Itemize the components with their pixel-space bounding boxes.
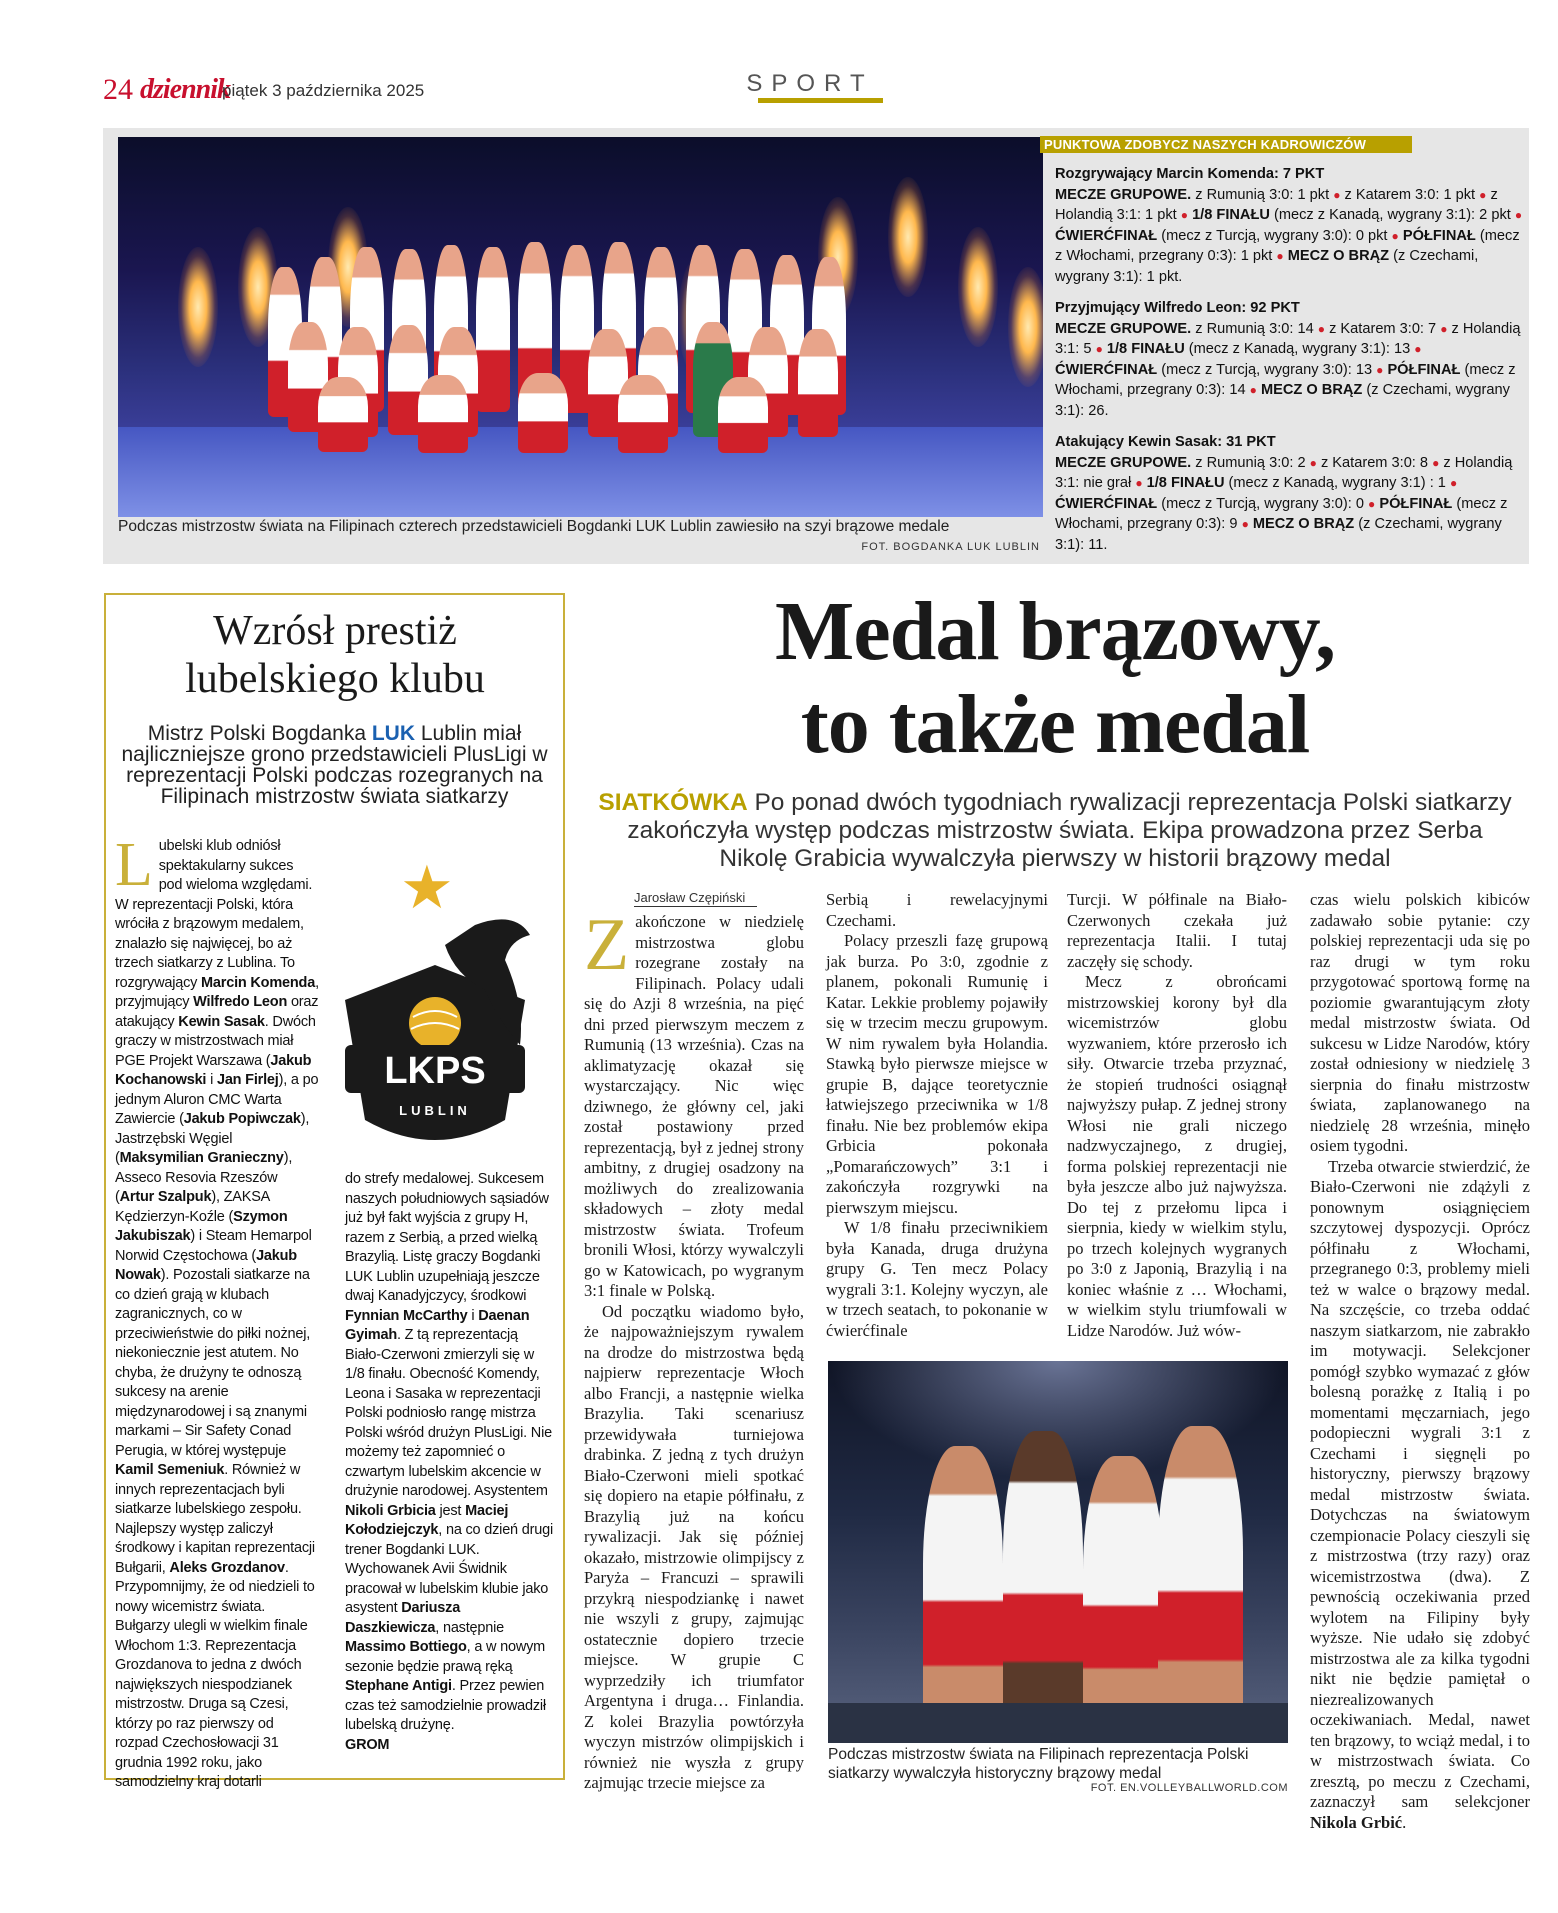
photo-caption-2: Podczas mistrzostw świata na Filipinach reprezentacja Polski siatkarzy wywalczyła historyczny brązowy medal xyxy=(828,1746,1249,1782)
sidebar-column-1: Lubelski klub odniósł spektakularny sukces pod wieloma względami. W reprezentacji Polski, która wróciła z brązowym medalem, znalazło się najwięcej, bo aż trzech siatkarzy z Lublina. To rozgrywający Marcin Komenda, przyjmujący Wilfredo Leon oraz atakujący Kewin Sasak. Dwóch graczy w mistrzostwach miał PGE Projekt Warszawa (Jakub Kochanowski i Jan Firlej), a po jednym Aluron CMC Warta Zawiercie (Jakub Popiwczak), Jastrzębski Węgiel (Maksymilian Granieczny), Asseco Resovia Rzeszów (Artur Szalpuk), ZAKSA Kędzierzyn-Koźle (Szymon Jakubiszak) i Steam Hemarpol Norwid Częstochowa (Jakub Nowak). Pozostali siatkarze na co dzień grają w klubach zagranicznych, co w przeciwieństwie do piłki nożnej, niekoniecznie jest atutem. No chyba, że drużyny te odnoszą sukcesy na arenie międzynarodowej i są znanymi markami – Sir Safety Conad Perugia, w której występuje Kamil Semeniuk. Również w innych reprezentacjach byli siatkarze lubelskiego zespołu. Najlepszy występ zaliczył środkowy i kapitan reprezentacji Bułgarii, Aleks Grozdanov. Przypomnijmy, że od niedzieli to nowy wicemistrz świata. Bułgarzy ulegli w wielkim finale Włochom 1:3. Reprezentacja Grozdanova to jedna z dwóch największych niespodzianek mistrzostw. Druga są Czesi, którzy po raz pierwszy od rozpad Czechosłowacji 31 grudnia 1992 roku, jako samodzielny kraj dotarli xyxy=(115,831,319,1790)
sidebar-title: Wzrósł prestiż lubelskiego klubu xyxy=(185,608,485,702)
article-column-1: Zakończone w niedzielę mistrzostwa globu rozegrane zostały na Filipinach. Polacy udali się do Azji 8 września, na pięć dni przed pierwszym meczem z Rumunią (13 września). Czas na aklimatyzację okazał się wystarczający. Nic więc dziwnego, że główny cel, jaki został postawiony przed reprezentacją, był z jednej strony ambitny, z drugiej osadzony na możliwych do zrealizowania składowych – złoty medal mistrzostw świata. Trofeum bronili Włosi, którzy wywalczyli go w Katowicach, po wygranym 3:1 finale w Polską. Od początku wiadomo było, że najpoważniejszym rywalem na drodze do mistrzostwa będą najpierw reprezentacje Włoch albo Francji, a następnie wielka Brazylia. Taki scenariusz przewidywała turniejowa drabinka. Z jedną z tych drużyn Biało-Czerwoni mieli spotkać się dopiero na etapie półfinału, z Brazylią już na końcu rywalizacji. Jak się później okazało, mistrzowie olimpijscy z Paryża – Francuzi – sprawili przykrą niespodziankę i nawet nie wszyli z grupy, zajmując ostatecznie dopiero trzecie miejsce. W grupie C wyprzedziły ich triumfator Argentyna i druga… Finlandia. Z kolei Brazylia powtórzyła wyczyn mistrzów olimpijskich i również nie wyszła z grupy zajmując trzecie miejsce za xyxy=(584,904,804,1792)
stats-player: Atakujący Kewin Sasak: 31 PKT MECZE GRUPOWE. z Rumunią 3:0: 2 ● z Katarem 3:0: 8 ● z Holandią 3:1: nie grał ● 1/8 FINAŁU (mecz z Kanadą, wygrany 3:1) : 1 ● ĆWIERĆFINAŁ (mecz z Turcją, wygrany 3:0): 0 ● PÓŁFINAŁ (mecz z Włochami, przegrany 0:3): 9 ● MECZ O BRĄZ (z Czechami, wygrany 3:1): 11. xyxy=(1055,434,1513,553)
article-column-4: czas wielu polskich kibiców zadawało sobie pytanie: czy polskiej reprezentacji uda się po raz drugi w tym roku przygotować sportową formę na poziomie gwarantującym złoty medal mistrzostw świata. Od sukcesu w Lidze Narodów, który został odniesiony w niedzielę 3 sierpnia do finału mistrzostw świata, zaplanowanego na niedzielę 28 września, minęło osiem tygodni. Trzeba otwarcie stwierdzić, że Biało-Czerwoni nie zdążyli z ponownym osiągnięciem szczytowej dyspozycji. Oprócz półfinału z Włochami, przegranego 0:3, problemy mieli też w walce o brązowy medal. Na szczęście, co trzeba oddać naszym siatkarzom, nie zabrakło im motywacji. Selekcjoner pomógł szybko wymazać z głów bolesną porażkę z Italią i po momentami męczarniach, jego podopieczni wygrali 3:1 z Czechami i sięgnęli po historyczny, pierwszy brązowy medal mistrzostw świata. Dotychczas na światowym czempionacie Polacy cieszyli się z mistrzostwa (trzy razy) oraz wicemistrzostwa (dwa). Z pewnością oczekiwania przed wylotem na Filipiny były wyższe. Nie udało się zdobyć mistrzostwa ale za kilka tygodni nikt nie będzie pamiętał o niezrealizowanych oczekiwaniach. Medal, nawet ten brązowy, to wciąż medal, i to w mistrzostwach świata. Co zresztą, po meczu z Czechami, zaznaczył sam selekcjoner Nikola Grbić. xyxy=(1310,890,1530,1832)
medalists-photo xyxy=(828,1361,1288,1743)
article-column-2: Serbią i rewelacyjnymi Czechami. Polacy przeszli fazę grupową jak burza. Po 3:0, zgodnie z planem, pokonali Rumunię i Katar. Lekkie problemy pojawiły się w trzecim meczu grupowym. W nim rywalem była Holandia. Stawką było pierwsze miejsce w grupie B, dające teoretycznie łatwiejszego przeciwnika w 1/8 finału. Nie bez problemów ekipa Grbicia pokonała „Pomarańczowych” 3:1 i zakończyła rozgrywki na pierwszym miejscu. W 1/8 finału przeciwnikiem była Kanada, druga drużyna grupy G. Ten mecz Polacy wygrali 3:1. Kolejny wyczyn, ale w trzech seatach, to pokonanie w ćwierćfinale xyxy=(826,890,1048,1340)
star-icon: ★ xyxy=(400,853,454,923)
logo-subtext: LUBLIN xyxy=(399,1103,471,1118)
stats-player: Przyjmujący Wilfredo Leon: 92 PKT MECZE GRUPOWE. z Rumunią 3:0: 14 ● z Katarem 3:0: 7 ● z Holandią 3:1: 5 ● 1/8 FINAŁU (mecz z Kanadą, wygrany 3:1): 13 ● ĆWIERĆFINAŁ (mecz z Turcją, wygrany 3:0): 13 ● PÓŁFINAŁ (mecz z Włochami, przegrany 0:3): 14 ● MECZ O BRĄZ (z Czechami, wygrany 3:1): 26. xyxy=(1055,300,1521,419)
article-column-3: Turcji. W półfinale na Biało-Czerwonych czekała już reprezentacja Italii. I tutaj zaczęły się schody. Mecz z obrońcami mistrzowskiej korony był dla wicemistrzów globu wyzwaniem, które przerosło ich siły. Otwarcie trzeba przyznać, że stopień trudności osiągnął najwyższy pułap. Z jednej strony Włosi nie grali niczego nadzwyczajnego, z drugiej, forma polskiej reprezentacji nie była jeszcze albo już najwyższa. Do tej z przełomu lipca i sierpnia, kiedy w wielkim stylu, po trzech kolejnych wygranych po 3:0 z Japonią, Brazylią i na koniec właśnie z … Włochami, w wielkim stylu triumfowali w Lidze Narodów. Już wów- xyxy=(1067,890,1287,1340)
lkps-club-logo xyxy=(325,905,545,1170)
byline: Jarosław Czępiński xyxy=(634,890,757,907)
stats-player: Rozgrywający Marcin Komenda: 7 PKT MECZE GRUPOWE. z Rumunią 3:0: 1 pkt ● z Katarem 3:0: 1 pkt ● z Holandią 3:1: 1 pkt ● 1/8 FINAŁU (mecz z Kanadą, wygrany 3:1): 2 pkt ● ĆWIERĆFINAŁ (mecz z Turcją, wygrany 3:0): 0 pkt ● PÓŁFINAŁ (mecz z Włochami, przegrany 0:3): 1 pkt ● MECZ O BRĄZ (z Czechami, wygrany 3:1): 1 pkt. xyxy=(1055,166,1523,285)
team-photo xyxy=(118,137,1043,517)
sidebar-lead: Mistrz Polski Bogdanka LUK Lublin miał najliczniejsze grono przedstawicieli PlusLigi w reprezentacji Polski podczas rozegranych na Filipinach mistrzostw świata siatkarzy xyxy=(121,722,548,808)
logo-text: LKPS xyxy=(384,1050,486,1092)
issue-date: piątek 3 października 2025 xyxy=(222,81,425,100)
photo-credit-2: FOT. EN.VOLLEYBALLWORLD.COM xyxy=(1090,1782,1288,1794)
section-label: SPORT xyxy=(746,70,874,97)
sidebar-column-2: do strefy medalowej. Sukcesem naszych południowych sąsiadów już był fakt wyjścia z grupy H, razem z Serbią, a przed wielką Brazylią. Listę graczy Bogdanki LUK Lublin uzupełniają jeszcze dwaj Kanadyjczycy, środkowi Fynnian McCarthy i Daenan Gyimah. Z tą reprezentacją Biało-Czerwoni zmierzyli się w 1/8 finału. Obecność Komendy, Leona i Sasaka w reprezentacji Polski podniosło rangę mistrza Polski wśród drużyn PlusLigi. Nie możemy też zapomnieć o czwartym lubelskim akcencie w drużynie narodowej. Asystentem Nikoli Grbicia jest Maciej Kołodziejczyk, na co dzień drugi trener Bogdanki LUK. Wychowanek Avii Świdnik pracował w lubelskim klubie jako asystent Dariusza Daszkiewicza, następnie Massimo Bottiego, a w nowym sezonie będzie prawą ręką Stephane Antigi. Przez pewien czas też samodzielnie prowadził lubelską drużynę. GROM xyxy=(345,1171,553,1753)
section-underline xyxy=(758,98,883,103)
player-stats xyxy=(1055,164,1525,566)
photo-caption: Podczas mistrzostw świata na Filipinach czterech przedstawicieli Bogdanki LUK Lublin zawiesiło na szyi brązowe medale xyxy=(118,518,950,535)
photo-credit: FOT. BOGDANKA LUK LUBLIN xyxy=(861,541,1040,553)
page-number: 24 xyxy=(103,73,133,106)
newspaper-logo: dziennik xyxy=(140,74,231,105)
standfirst: SIATKÓWKA Po ponad dwóch tygodniach rywalizacji reprezentacja Polski siatkarzy zakończyła występ podczas mistrzostw świata. Ekipa prowadzona przez Serba Nikolę Grabicia wywalczyła pierwszy w historii brązowy medal xyxy=(598,789,1512,872)
headline: Medal brązowy, to także medal xyxy=(775,585,1335,771)
stats-title: PUNKTOWA ZDOBYCZ NASZYCH KADROWICZÓW xyxy=(1040,136,1412,153)
signature: GROM xyxy=(345,1736,390,1753)
